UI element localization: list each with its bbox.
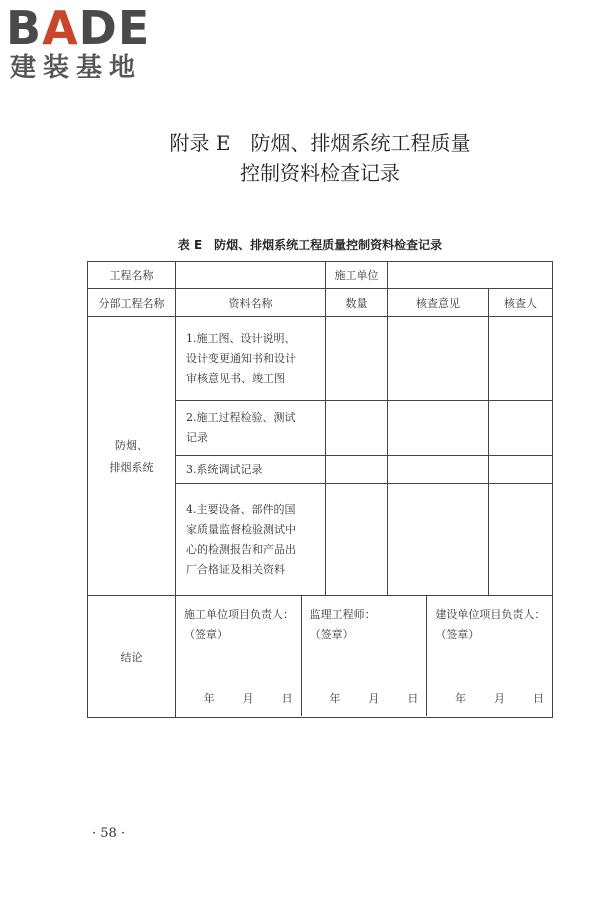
construction-unit-label: 施工单位 [326, 262, 388, 289]
logo-mark: BADE [6, 1, 151, 55]
quantity-cell[interactable] [326, 317, 388, 401]
opinion-cell[interactable] [388, 456, 489, 484]
table-header-row [88, 289, 553, 317]
quantity-cell[interactable] [326, 401, 388, 456]
opinion-cell[interactable] [388, 401, 489, 456]
signature-supervisor[interactable]: 监理工程师： （签章） 年 月 日 [301, 596, 427, 716]
material-item-1: 1.施工图、设计说明、 设计变更通知书和设计 审核意见书、竣工图 [176, 317, 326, 401]
project-name-label: 工程名称 [88, 262, 176, 289]
conclusion-label: 结论 [88, 596, 176, 718]
checker-cell[interactable] [489, 317, 553, 401]
material-item-3: 3.系统调试记录 [176, 456, 326, 484]
appendix-title-line2: 控制资料检查记录 [240, 161, 400, 185]
inspection-record-table [87, 261, 553, 718]
header-opinion: 核查意见 [388, 289, 489, 317]
subproject-name: 防烟、 排烟系统 [88, 317, 176, 596]
material-item-2: 2.施工过程检验、测试 记录 [176, 401, 326, 456]
quantity-cell[interactable] [326, 484, 388, 596]
page-number: · 58 · [92, 826, 126, 841]
material-item-4: 4.主要设备、部件的国 家质量监督检验测试中 心的检测报告和产品出 厂合格证及相关资料 [176, 484, 326, 596]
checker-cell[interactable] [489, 456, 553, 484]
conclusion-row [88, 596, 553, 718]
signature-construction-unit[interactable]: 施工单位项目负责人： （签章） 年 月 日 [184, 608, 294, 705]
construction-unit-value[interactable] [388, 262, 553, 289]
appendix-title-line1: 附录 E 防烟、排烟系统工程质量 [169, 131, 471, 155]
table-caption: 表 E 防烟、排烟系统工程质量控制资料检查记录 [177, 238, 443, 252]
header-subproject: 分部工程名称 [88, 289, 176, 317]
table-row-project [88, 262, 553, 289]
opinion-cell[interactable] [388, 484, 489, 596]
signature-area [176, 596, 553, 718]
opinion-cell[interactable] [388, 317, 489, 401]
header-material: 资料名称 [176, 289, 326, 317]
table-row [88, 317, 553, 401]
header-checker: 核查人 [489, 289, 553, 317]
checker-cell[interactable] [489, 401, 553, 456]
quantity-cell[interactable] [326, 456, 388, 484]
project-name-value[interactable] [176, 262, 326, 289]
logo-subtitle: 建装基地 [10, 53, 143, 83]
checker-cell[interactable] [489, 484, 553, 596]
header-quantity: 数量 [326, 289, 388, 317]
signature-owner-unit[interactable]: 建设单位项目负责人： （签章） 年 月 日 [426, 596, 552, 716]
logo [6, 1, 176, 84]
